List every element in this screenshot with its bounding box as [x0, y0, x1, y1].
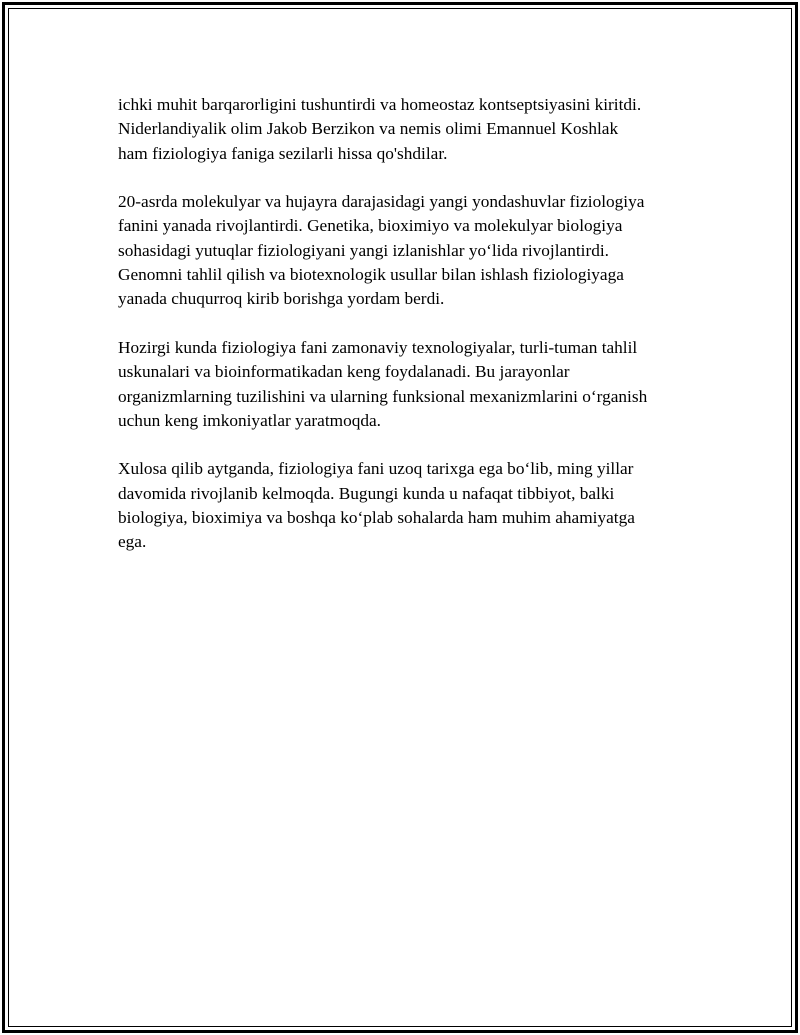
text-line: Hozirgi kunda fiziologiya fani zamonaviy texnologiyalar, turli-tuman tahlil [118, 337, 638, 357]
text-line: 20-asrda molekulyar va hujayra darajasidagi yangi yondashuvlar fiziologiya [118, 192, 645, 212]
text-line: organizmlarning tuzilishini va ularning funksional mexanizmlarini o‘rganish [118, 386, 648, 406]
text-line: Niderlandiyalik olim Jakob Berzikon va nemis olimi Emannuel Koshlak [118, 119, 619, 139]
text-line: davomida rivojlanib kelmoqda. Bugungi kunda u nafaqat tibbiyot, balki [118, 483, 615, 503]
text-line: uchun keng imkoniyatlar yaratmoqda. [118, 410, 381, 430]
text-line: ichki muhit barqarorligini tushuntirdi va homeostaz kontseptsiyasini kiritdi. [118, 95, 642, 114]
text-line: biologiya, bioximiya va boshqa ko‘plab sohalarda ham muhim ahamiyatga [118, 508, 635, 528]
paragraph-modern-day [118, 336, 698, 433]
text-line: Genomni tahlil qilish va biotexnologik usullar bilan ishlash fiziologiyaga [118, 265, 624, 285]
paragraph-20th-century [118, 190, 698, 311]
paragraph-conclusion [118, 457, 698, 554]
paragraph-homeostasis [118, 93, 698, 166]
text-line: ega. [118, 532, 147, 552]
text-line: yanada chuqurroq kirib borishga yordam berdi. [118, 289, 445, 309]
text-line: fanini yanada rivojlantirdi. Genetika, bioximiyo va molekulyar biologiya [118, 216, 623, 236]
text-line: uskunalari va bioinformatikadan keng foydalanadi. Bu jarayonlar [118, 362, 570, 382]
text-line: Xulosa qilib aytganda, fiziologiya fani uzoq tarixga ega bo‘lib, ming yillar [118, 459, 634, 479]
document-body [118, 93, 698, 579]
text-line: ham fiziologiya faniga sezilarli hissa qo'shdilar. [118, 143, 448, 163]
text-line: sohasidagi yutuqlar fiziologiyani yangi izlanishlar yo‘lida rivojlantirdi. [118, 240, 609, 260]
